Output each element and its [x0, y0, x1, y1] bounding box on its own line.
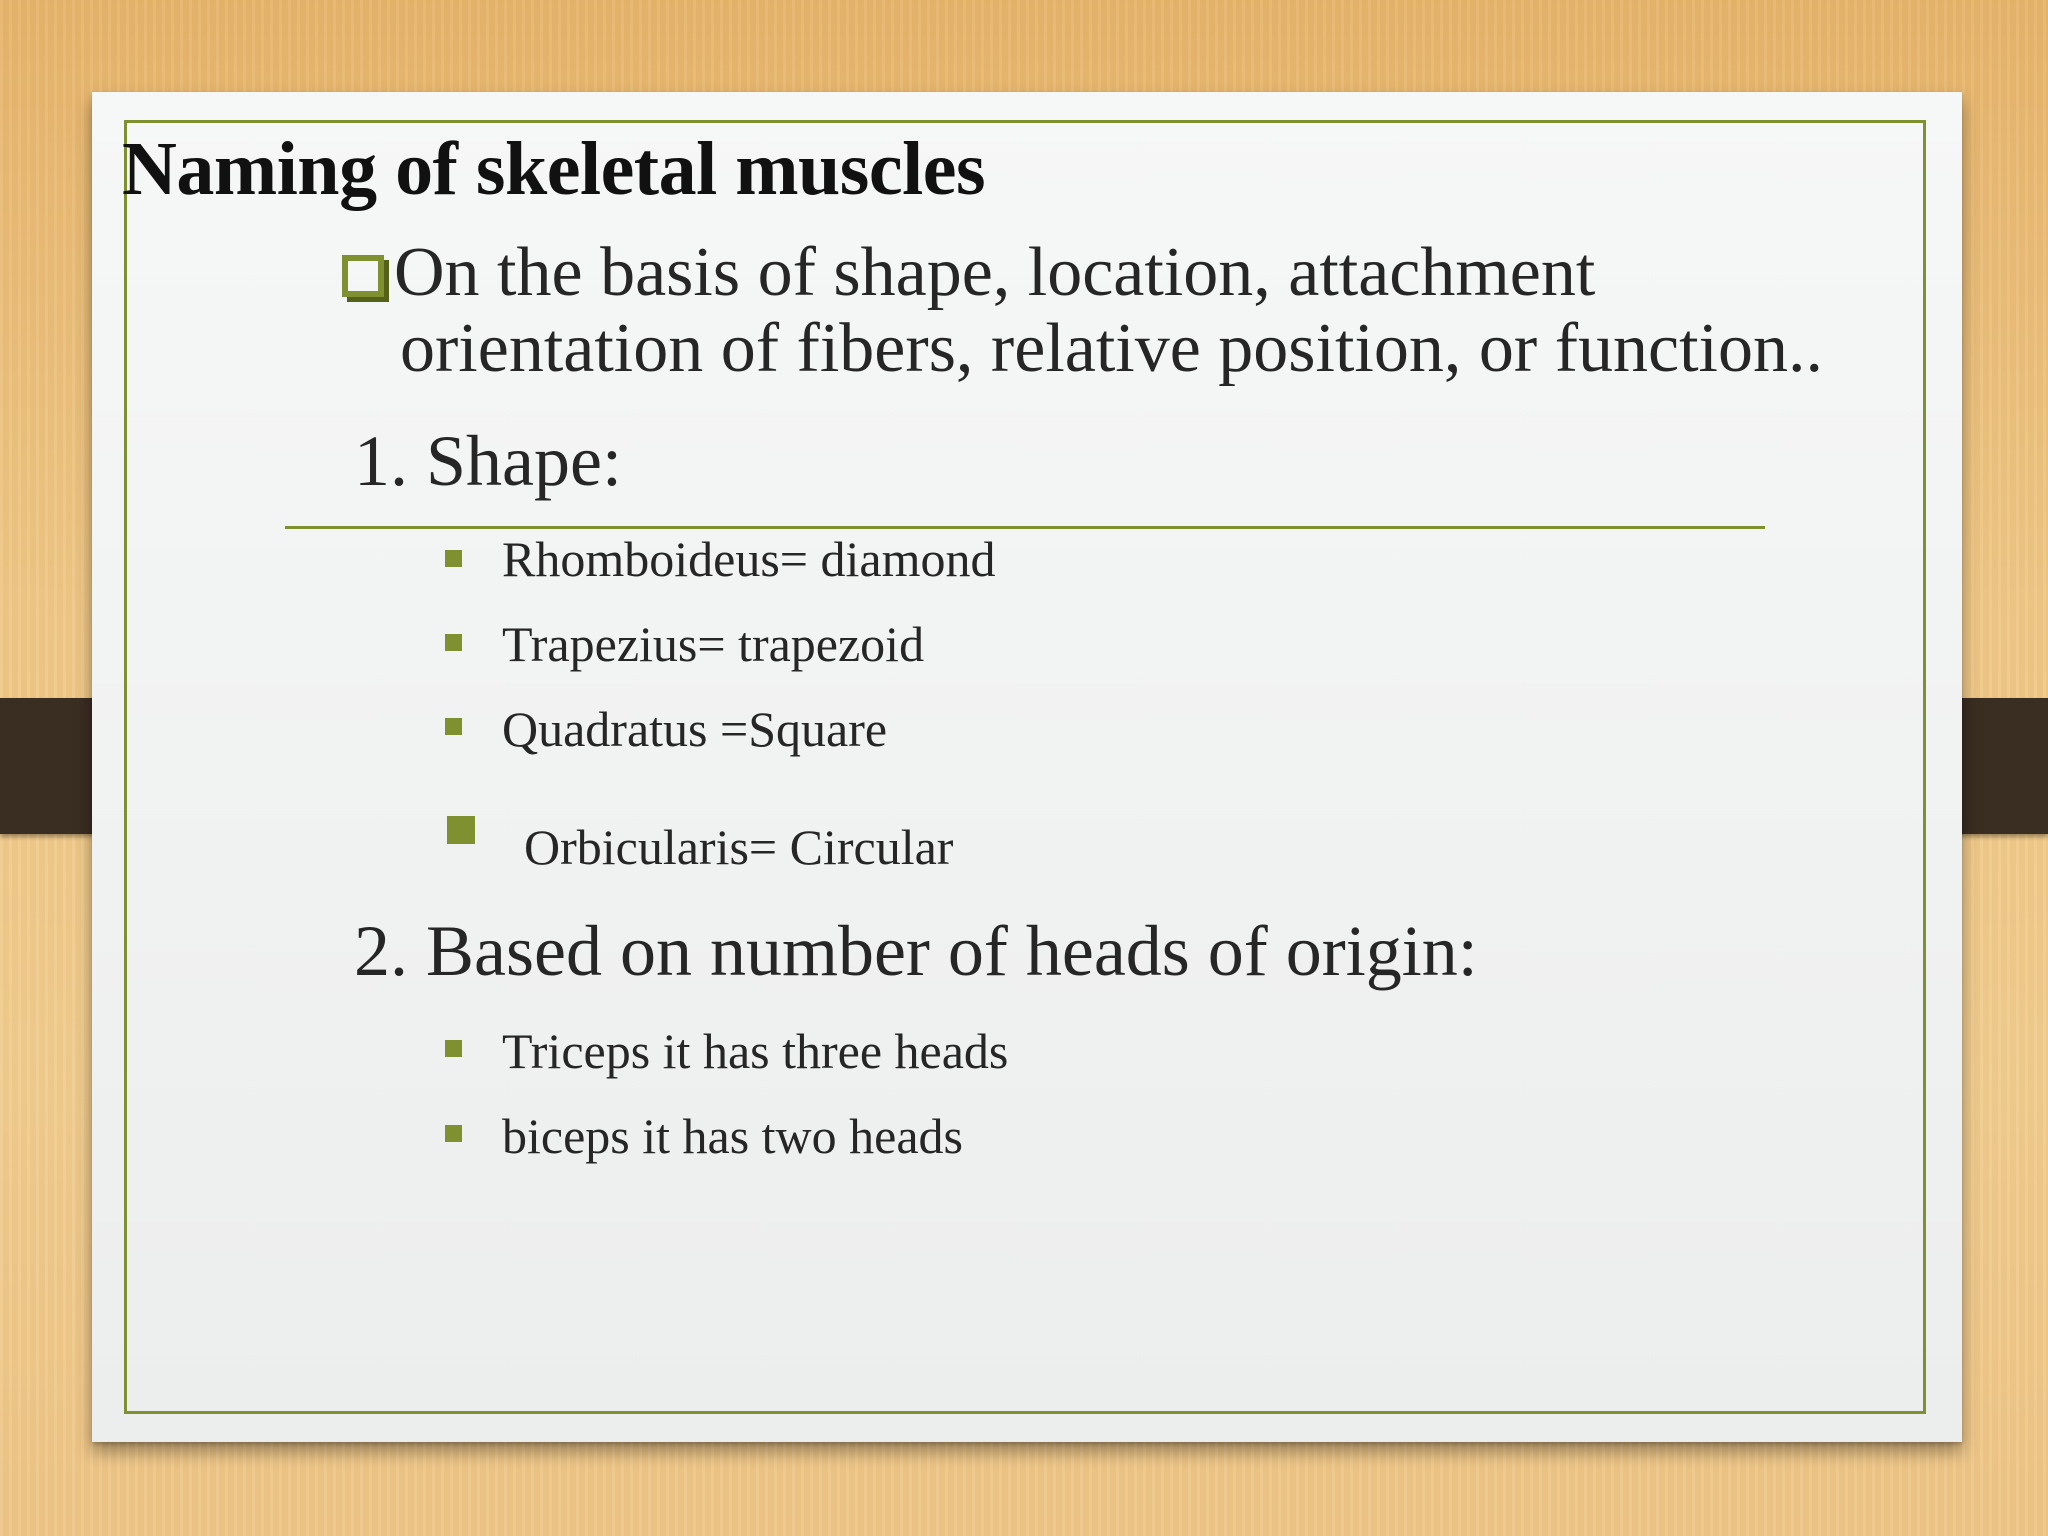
heads-item-biceps: biceps it has two heads	[502, 1108, 964, 1164]
heads-heading: 2. Based on number of heads of origin:	[354, 911, 1478, 991]
filled-square-icon	[445, 718, 462, 735]
filled-square-icon	[445, 1125, 462, 1142]
shape-item-trapezius: Trapezius= trapezoid	[502, 616, 925, 672]
intro-line-1: On the basis of shape, location, attachment	[394, 234, 1596, 311]
slide-title: Naming of skeletal muscles	[122, 127, 986, 211]
intro-line-2: orientation of fibers, relative position, or function..	[400, 310, 1823, 387]
filled-square-icon	[445, 634, 462, 651]
shape-item-orbicularis: Orbicularis= Circular	[524, 819, 954, 875]
shape-item-quadratus: Quadratus =Square	[502, 701, 888, 757]
filled-square-icon	[445, 1040, 462, 1057]
divider-line	[285, 526, 1765, 529]
hollow-square-icon	[342, 255, 384, 297]
shape-heading: 1. Shape:	[354, 421, 622, 501]
heads-item-triceps: Triceps it has three heads	[502, 1023, 1009, 1079]
intro-paragraph	[342, 235, 1982, 387]
shape-item-rhomboideus: Rhomboideus= diamond	[502, 531, 996, 587]
filled-square-icon	[445, 550, 462, 567]
filled-square-icon	[447, 816, 475, 844]
